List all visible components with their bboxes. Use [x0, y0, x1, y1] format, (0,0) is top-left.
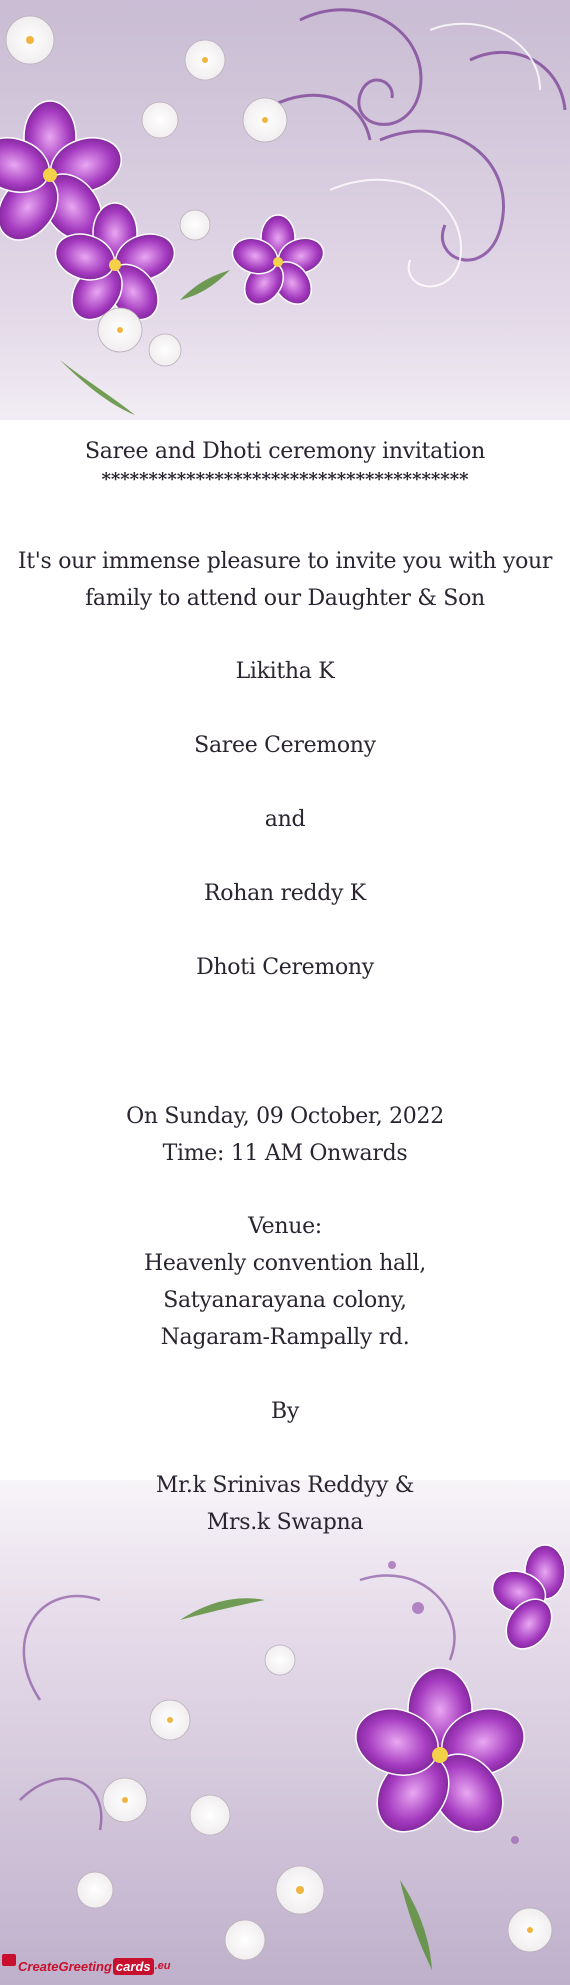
conjunction: and — [264, 807, 306, 832]
intro-line-2: family to attend our Daughter & Son — [85, 586, 485, 611]
by-label: By — [271, 1399, 299, 1424]
event-time: Time: 11 AM Onwards — [162, 1141, 408, 1166]
gift-icon — [2, 1954, 16, 1966]
ceremony-2: Dhoti Ceremony — [196, 955, 374, 980]
daughter-name: Likitha K — [235, 659, 335, 684]
invitation-title: Saree and Dhoti ceremony invitation — [84, 439, 485, 464]
title-separator: *************************************** — [101, 469, 469, 490]
logo-text-2: cards — [113, 1958, 154, 1975]
son-name: Rohan reddy K — [204, 881, 366, 906]
venue-label: Venue: — [248, 1214, 322, 1239]
host-line-2: Mrs.k Swapna — [206, 1510, 364, 1535]
logo-text-1: CreateGreeting — [18, 1958, 112, 1974]
host-line-1: Mr.k Srinivas Reddyy & — [155, 1473, 415, 1498]
logo-text-3: .eu — [154, 1960, 171, 1972]
intro-line-1: It's our immense pleasure to invite you with your — [17, 549, 553, 574]
venue-line-1: Heavenly convention hall, — [144, 1251, 426, 1276]
brand-logo[interactable] — [2, 1950, 171, 1982]
venue-line-3: Nagaram-Rampally rd. — [160, 1325, 410, 1350]
ceremony-1: Saree Ceremony — [194, 733, 376, 758]
venue-line-2: Satyanarayana colony, — [163, 1288, 407, 1313]
event-date: On Sunday, 09 October, 2022 — [126, 1104, 444, 1129]
